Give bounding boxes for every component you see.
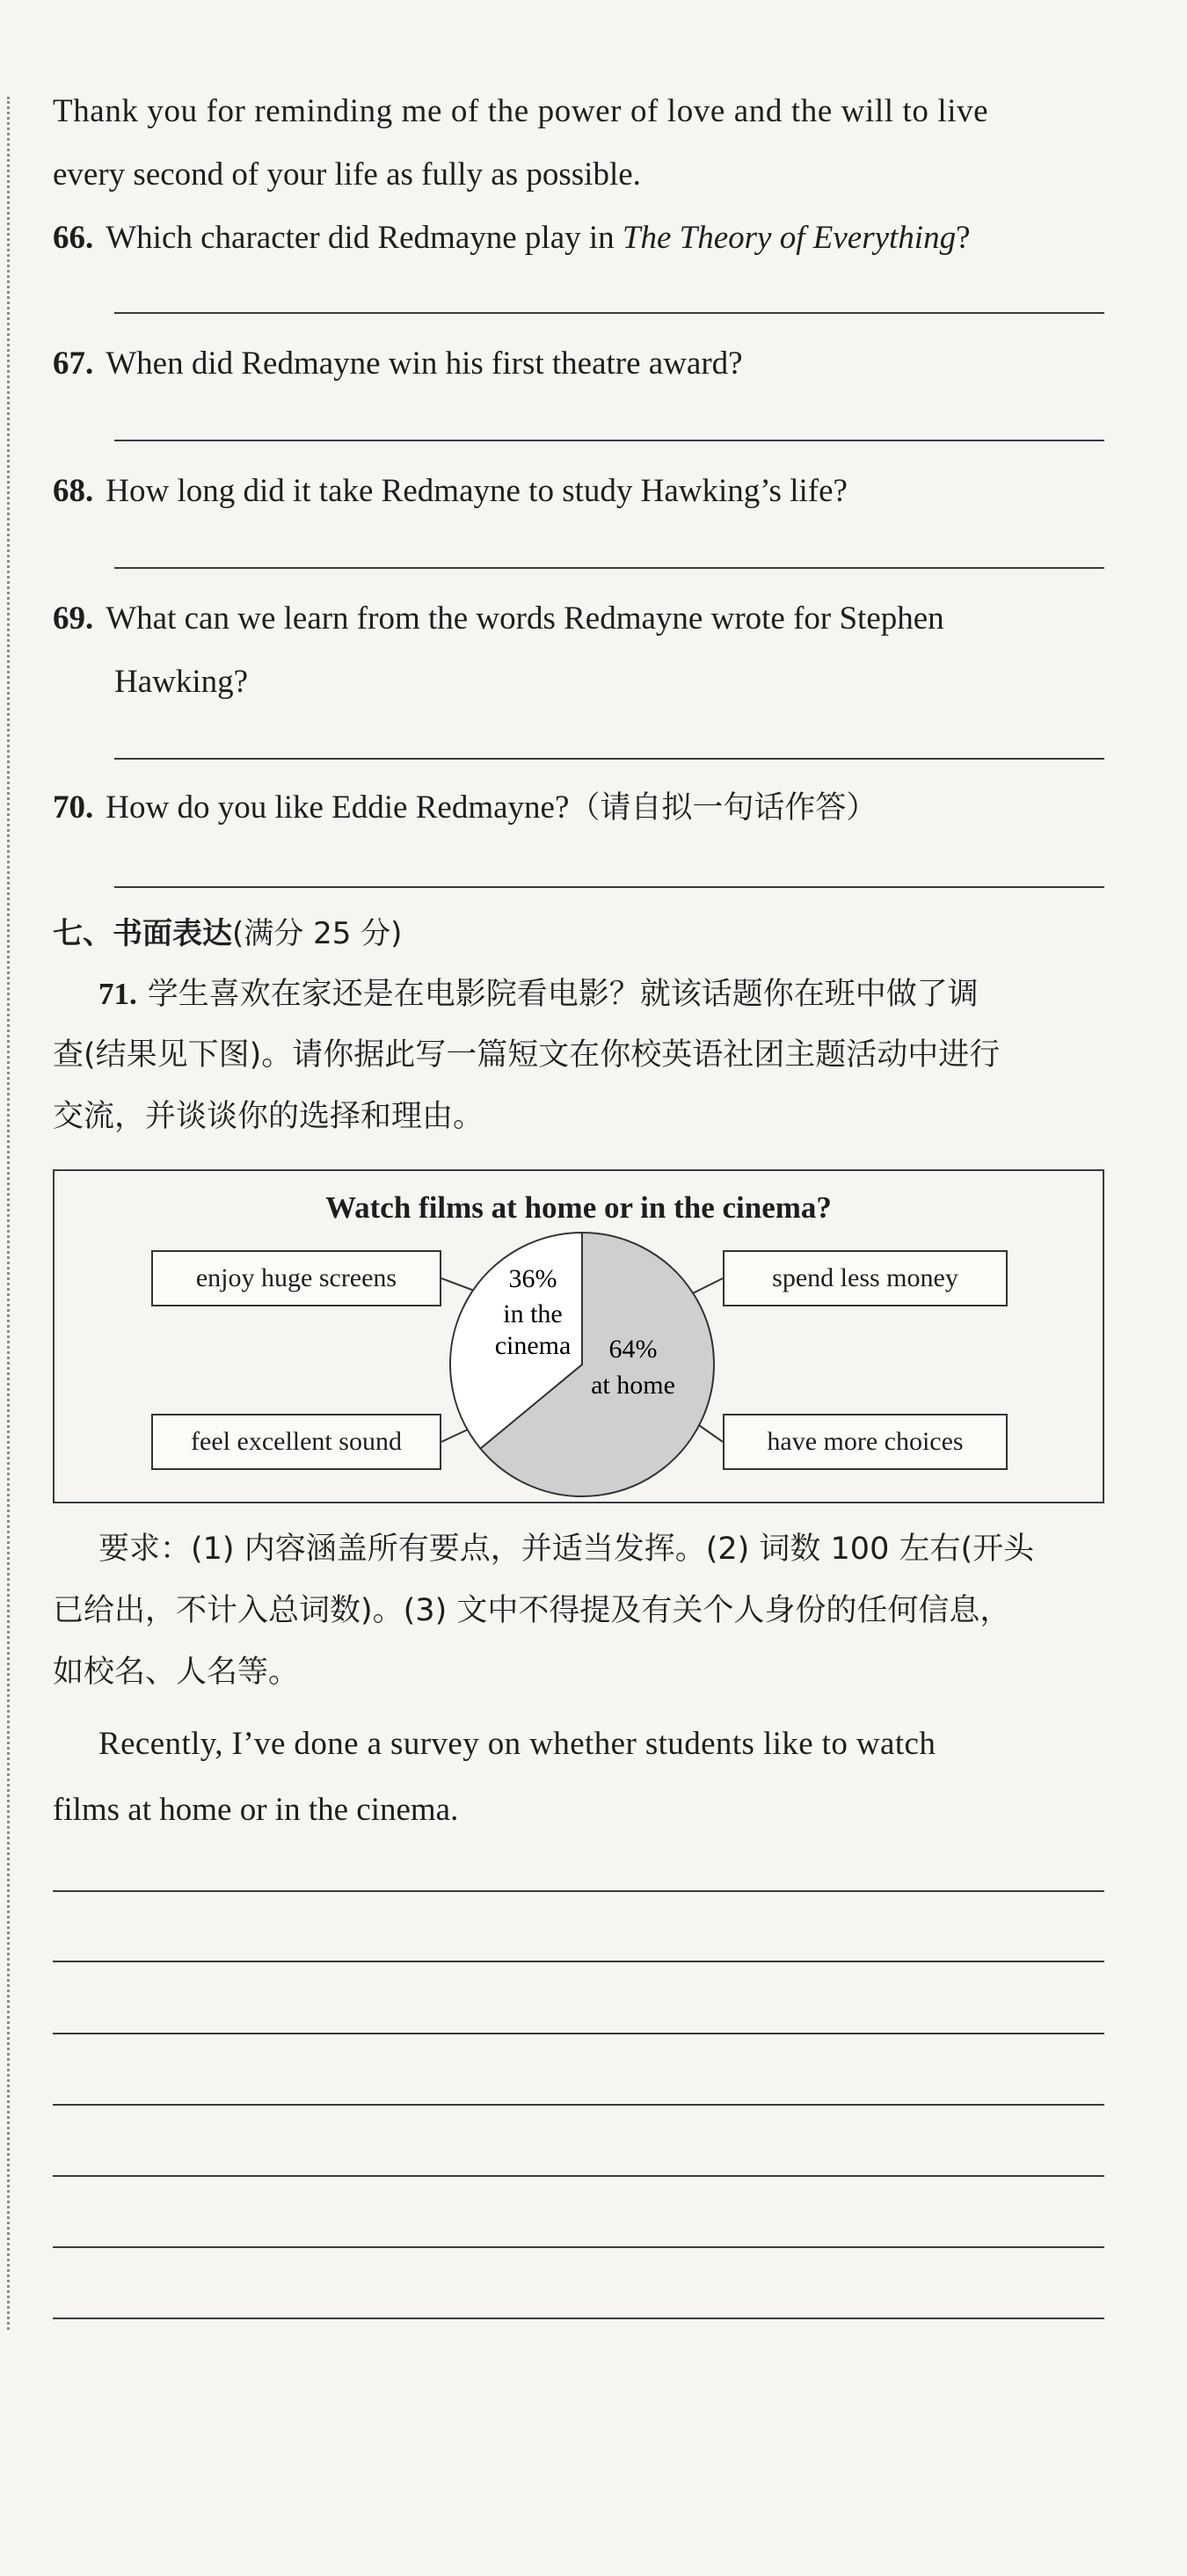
slice-label-cinema-line3: cinema xyxy=(494,1331,572,1360)
writing-line[interactable] xyxy=(53,2033,1104,2034)
question-number: 70. xyxy=(53,790,94,826)
question-number: 67. xyxy=(53,346,94,382)
question-71-line-1 xyxy=(98,979,979,1010)
reason-box-enjoy-huge-screens: enjoy huge screens xyxy=(151,1250,441,1306)
passage-line-2: every second of your life as fully as possible. xyxy=(53,156,641,193)
slice-label-cinema-line2: in the xyxy=(503,1299,563,1328)
reason-box-have-more-choices: have more choices xyxy=(723,1414,1008,1470)
answer-line-69[interactable] xyxy=(114,758,1104,760)
opening-line-2: films at home or in the cinema. xyxy=(53,1792,459,1828)
question-text: How do you like Eddie Redmayne? xyxy=(106,790,570,826)
survey-chart xyxy=(53,1169,1104,1503)
question-mark: ? xyxy=(956,220,971,256)
question-text: When did Redmayne win his first theatre award? xyxy=(106,346,743,382)
writing-line[interactable] xyxy=(53,2104,1104,2106)
question-text: What can we learn from the words Redmayne wrote for Stephen xyxy=(106,600,944,637)
requirements-line-1: 要求：(1) 内容涵盖所有要点，并适当发挥。(2) 词数 100 左右(开头 xyxy=(98,1532,1035,1567)
writing-line[interactable] xyxy=(53,2246,1104,2248)
question-69 xyxy=(53,602,944,635)
question-text: Which character did Redmayne play in xyxy=(106,220,623,256)
binding-margin-dotted-line xyxy=(7,97,10,2330)
section-7-heading xyxy=(53,917,402,950)
chart-title: Watch films at home or in the cinema? xyxy=(325,1190,832,1225)
requirements-line-2: 已给出，不计入总词数)。(3) 文中不得提及有关个人身份的任何信息， xyxy=(53,1593,1011,1628)
question-71-line-2: 查(结果见下图)。请你据此写一篇短文在你校英语社团主题活动中进行 xyxy=(53,1037,1001,1073)
question-number: 66. xyxy=(53,220,94,256)
question-text: How long did it take Redmayne to study Hawking’s life? xyxy=(106,473,848,509)
answer-instruction: （请自拟一句话作答） xyxy=(569,790,878,826)
question-67 xyxy=(53,347,743,380)
slice-label-cinema-percent: 36% xyxy=(508,1264,557,1293)
question-69-continued: Hawking? xyxy=(114,664,249,700)
answer-line-66[interactable] xyxy=(114,312,1104,314)
slice-label-home-line2: at home xyxy=(591,1371,675,1400)
writing-line[interactable] xyxy=(53,2318,1104,2319)
question-66 xyxy=(53,222,971,254)
answer-line-68[interactable] xyxy=(114,567,1104,569)
requirements-line-3: 如校名、人名等。 xyxy=(53,1655,300,1690)
passage-line-1: Thank you for reminding me of the power of love and the will to live xyxy=(53,93,989,129)
writing-line[interactable] xyxy=(53,1961,1104,1962)
section-score: (满分 25 分) xyxy=(232,916,403,951)
question-71-text: 学生喜欢在家还是在电影院看电影？就该话题你在班中做了调 xyxy=(147,977,979,1012)
question-68 xyxy=(53,475,848,507)
question-71-line-3: 交流，并谈谈你的选择和理由。 xyxy=(53,1099,484,1134)
section-title: 七、书面表达 xyxy=(53,916,232,951)
question-number: 68. xyxy=(53,473,94,509)
opening-line-1: Recently, I’ve done a survey on whether students like to watch xyxy=(98,1726,936,1762)
answer-line-67[interactable] xyxy=(114,440,1104,441)
reason-box-feel-excellent-sound: feel excellent sound xyxy=(151,1414,441,1470)
question-number: 69. xyxy=(53,600,94,637)
writing-line[interactable] xyxy=(53,1890,1104,1892)
question-number: 71. xyxy=(98,977,137,1011)
question-70 xyxy=(53,791,877,824)
film-title: The Theory of Everything xyxy=(622,220,957,256)
writing-line[interactable] xyxy=(53,2175,1104,2177)
pie xyxy=(450,1233,714,1496)
slice-label-home-percent: 64% xyxy=(608,1335,658,1364)
reason-box-spend-less-money: spend less money xyxy=(723,1250,1008,1306)
pie-chart-svg xyxy=(55,1171,1103,1502)
answer-line-70[interactable] xyxy=(114,886,1104,888)
